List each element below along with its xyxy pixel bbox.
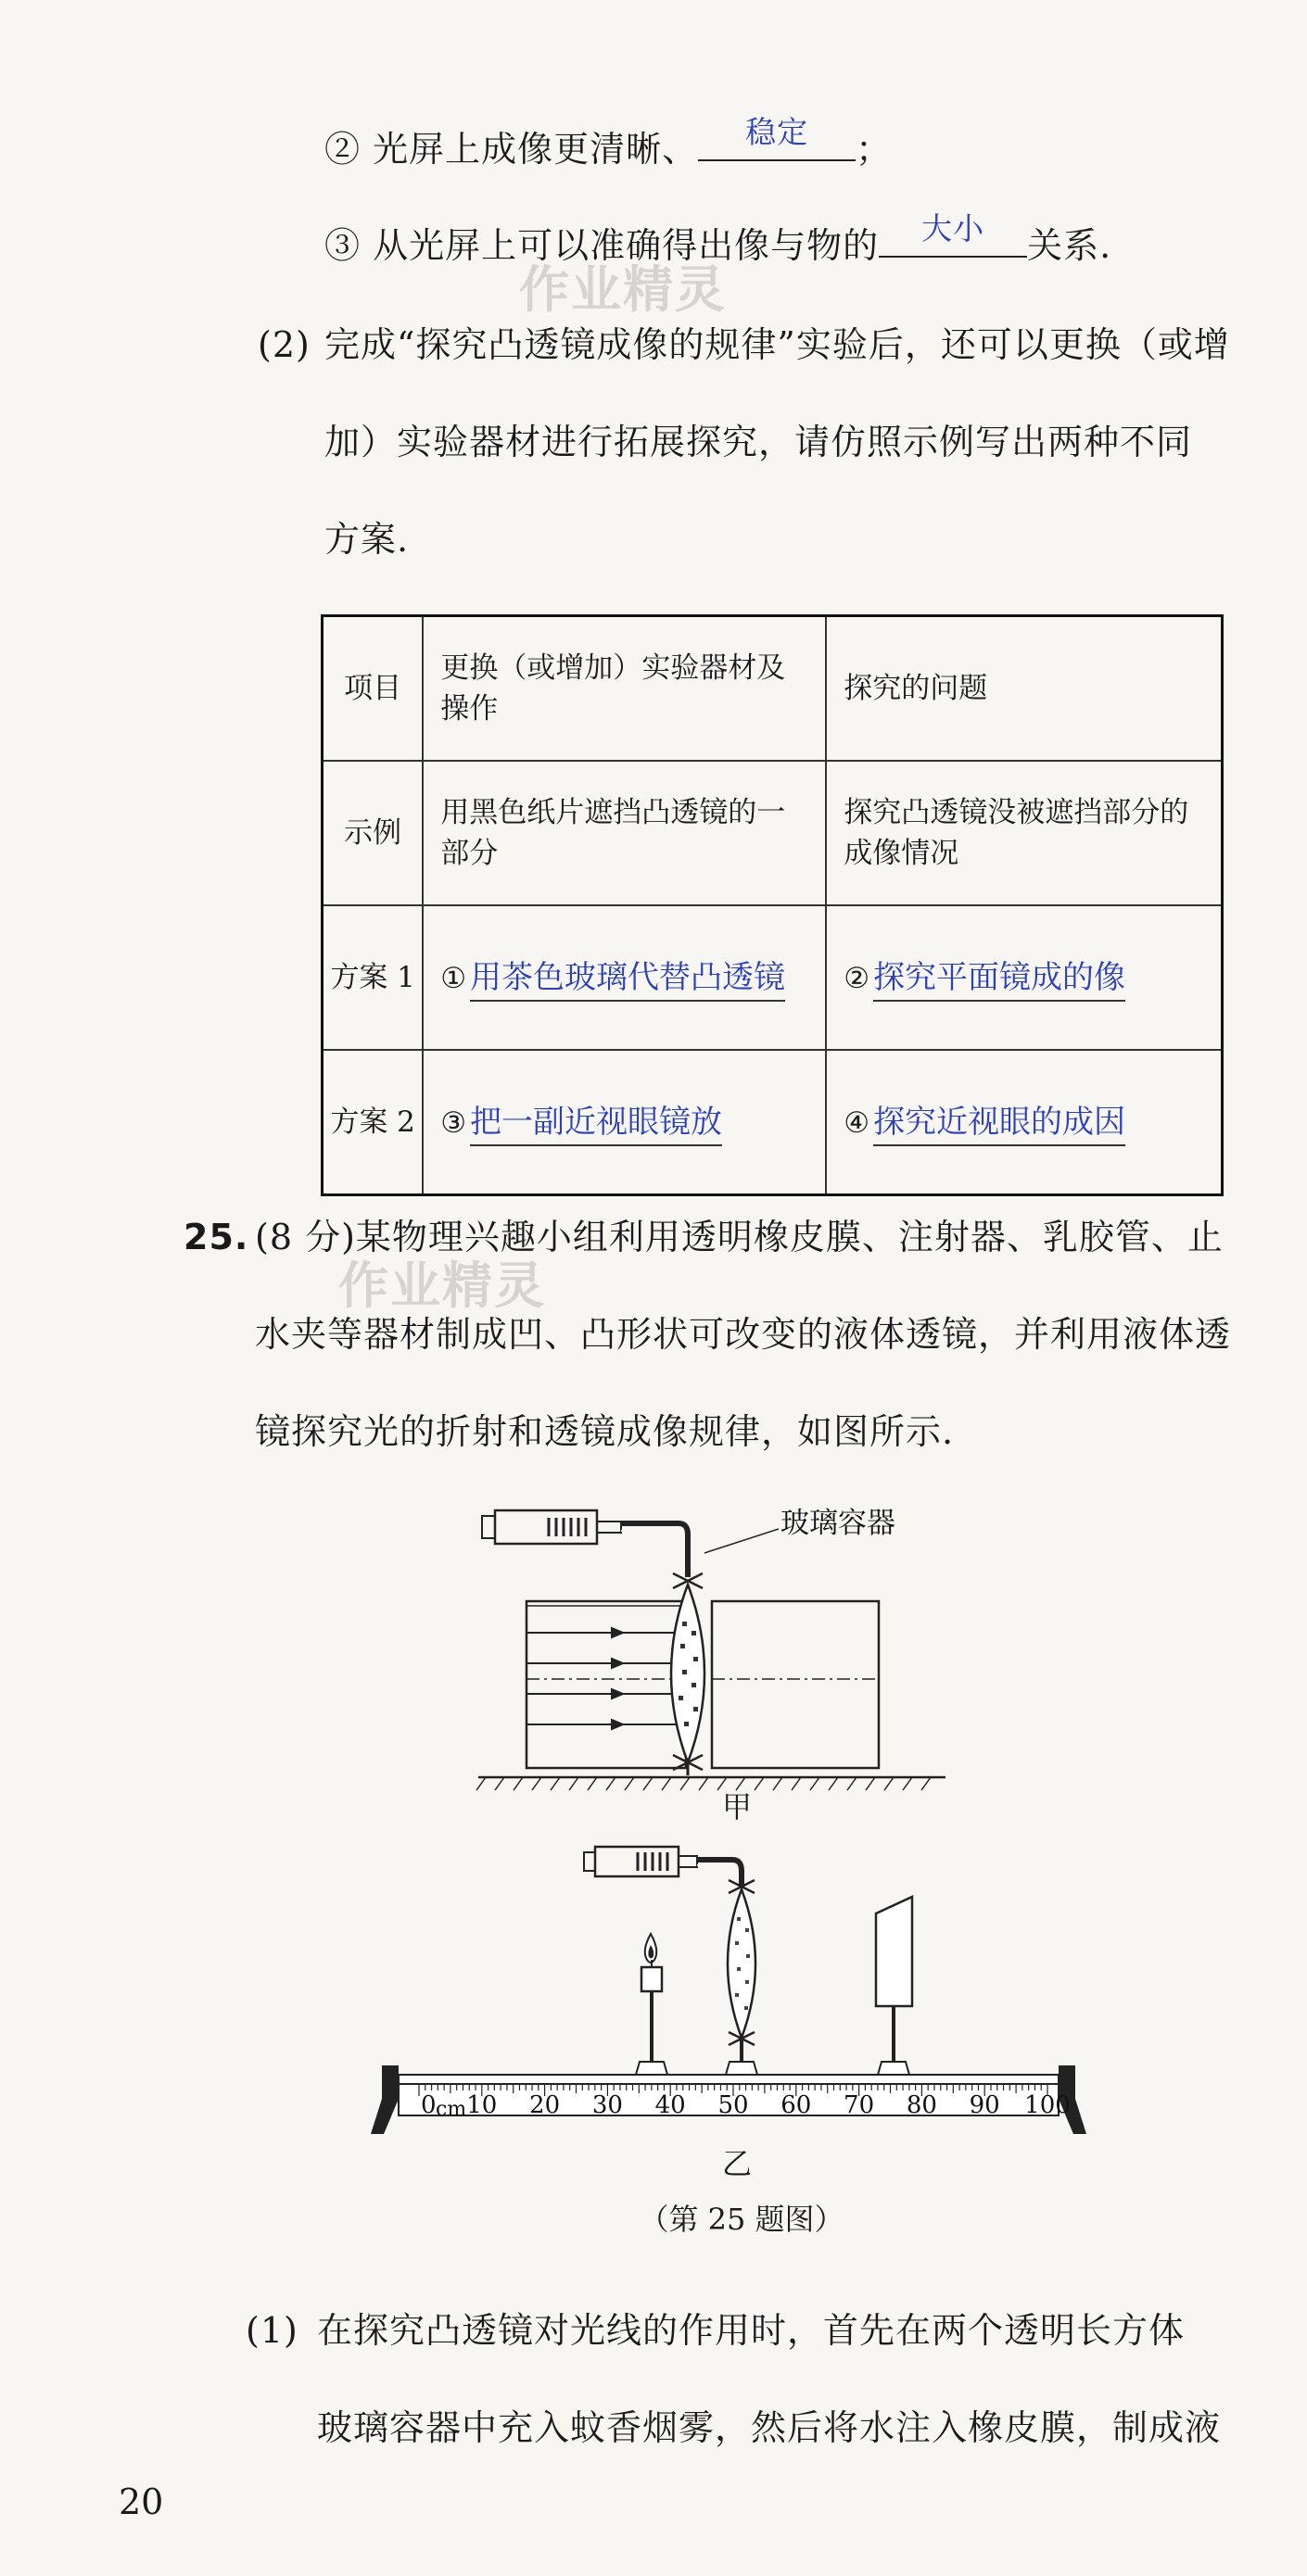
figure-b [362, 1839, 1122, 2136]
table-cell: ④ 探究近视眼的成因 [826, 1050, 1222, 1195]
handwritten-answer: 用茶色玻璃代替凸透镜 [470, 959, 785, 1002]
q25-line1: (8 分)某物理兴趣小组利用透明橡皮膜、注射器、乳胶管、止 [255, 1217, 1224, 1257]
ruler-label: 60 [780, 2091, 812, 2119]
table-row [323, 761, 1223, 905]
ruler-label: 50 [717, 2091, 749, 2119]
figure-caption: （第 25 题图） [639, 2202, 844, 2237]
table-row [323, 1050, 1223, 1195]
q25-part1-line2: 玻璃容器中充入蚊香烟雾，然后将水注入橡皮膜，制成液 [317, 2407, 1222, 2448]
answer-blank [698, 114, 856, 161]
ruler-label: 10 [466, 2091, 498, 2119]
q25-part1-label: (1) [246, 2310, 298, 2351]
table-cell: ③ 把一副近视眼镜放 [423, 1050, 826, 1195]
ruler-label: 100 [1024, 2091, 1071, 2119]
table-cell: 方案 2 [323, 1050, 424, 1195]
handwritten-answer: 把一副近视眼镜放 [470, 1104, 722, 1146]
ruler-label: 70 [844, 2091, 875, 2119]
table-cell: 示例 [323, 761, 424, 905]
handwritten-answer: 探究近视眼的成因 [873, 1104, 1125, 1146]
q24-part2-line1: 完成“探究凸透镜成像的规律”实验后，还可以更换（或增 [324, 324, 1230, 365]
handwritten-answer: 大小 [921, 210, 985, 246]
table-cell: 探究凸透镜没被遮挡部分的成像情况 [826, 761, 1222, 905]
figure-a [463, 1492, 983, 1807]
answer-blank [879, 210, 1027, 258]
ruler-label: 40 [654, 2091, 686, 2119]
table-cell: 更换（或增加）实验器材及操作 [423, 616, 826, 762]
table-row [323, 616, 1223, 762]
ruler-label: 80 [906, 2091, 937, 2119]
q25-line2: 水夹等器材制成凹、凸形状可改变的液体透镜，并利用液体透 [255, 1314, 1232, 1355]
table-cell: 方案 1 [323, 905, 424, 1050]
q25-part1-line1: 在探究凸透镜对光线的作用时，首先在两个透明长方体 [317, 2310, 1186, 2351]
ruler-label: 0 [421, 2091, 437, 2119]
page-number: 20 [119, 2481, 164, 2522]
q24-item-2: ② 光屏上成像更清晰、 稳定 ； [324, 122, 892, 172]
watermark: 作业精灵 [338, 1256, 546, 1315]
q24-part2-line2: 加）实验器材进行拓展探究，请仿照示例写出两种不同 [324, 422, 1193, 462]
ruler-label: 20 [529, 2091, 561, 2119]
container-label: 玻璃容器 [780, 1507, 895, 1540]
q25-number: 25. [184, 1217, 249, 1257]
figure-b-label: 乙 [721, 2146, 752, 2181]
handwritten-answer: 稳定 [745, 114, 809, 150]
table-cell: 用黑色纸片遮挡凸透镜的一部分 [423, 761, 826, 905]
q24-item-3: ③ 从光屏上可以准确得出像与物的 大小 关系. [324, 219, 1111, 269]
handwritten-answer: 探究平面镜成的像 [873, 959, 1125, 1002]
q25-line3: 镜探究光的折射和透镜成像规律，如图所示. [255, 1411, 955, 1452]
table-cell: ② 探究平面镜成的像 [826, 905, 1222, 1050]
table-cell: 项目 [323, 616, 424, 762]
watermark: 作业精灵 [519, 260, 727, 319]
ruler-label: 30 [591, 2091, 623, 2119]
figure-a-label: 甲 [721, 1789, 752, 1825]
q24-part2-label: (2) [258, 324, 311, 365]
table-row [323, 905, 1223, 1050]
plan-table [321, 614, 1224, 1196]
ruler-unit: cm [436, 2098, 467, 2121]
table-cell: ① 用茶色玻璃代替凸透镜 [423, 905, 826, 1050]
ruler-label: 90 [969, 2091, 1000, 2119]
table-cell: 探究的问题 [826, 616, 1222, 762]
q24-part2-line3: 方案. [324, 519, 410, 560]
